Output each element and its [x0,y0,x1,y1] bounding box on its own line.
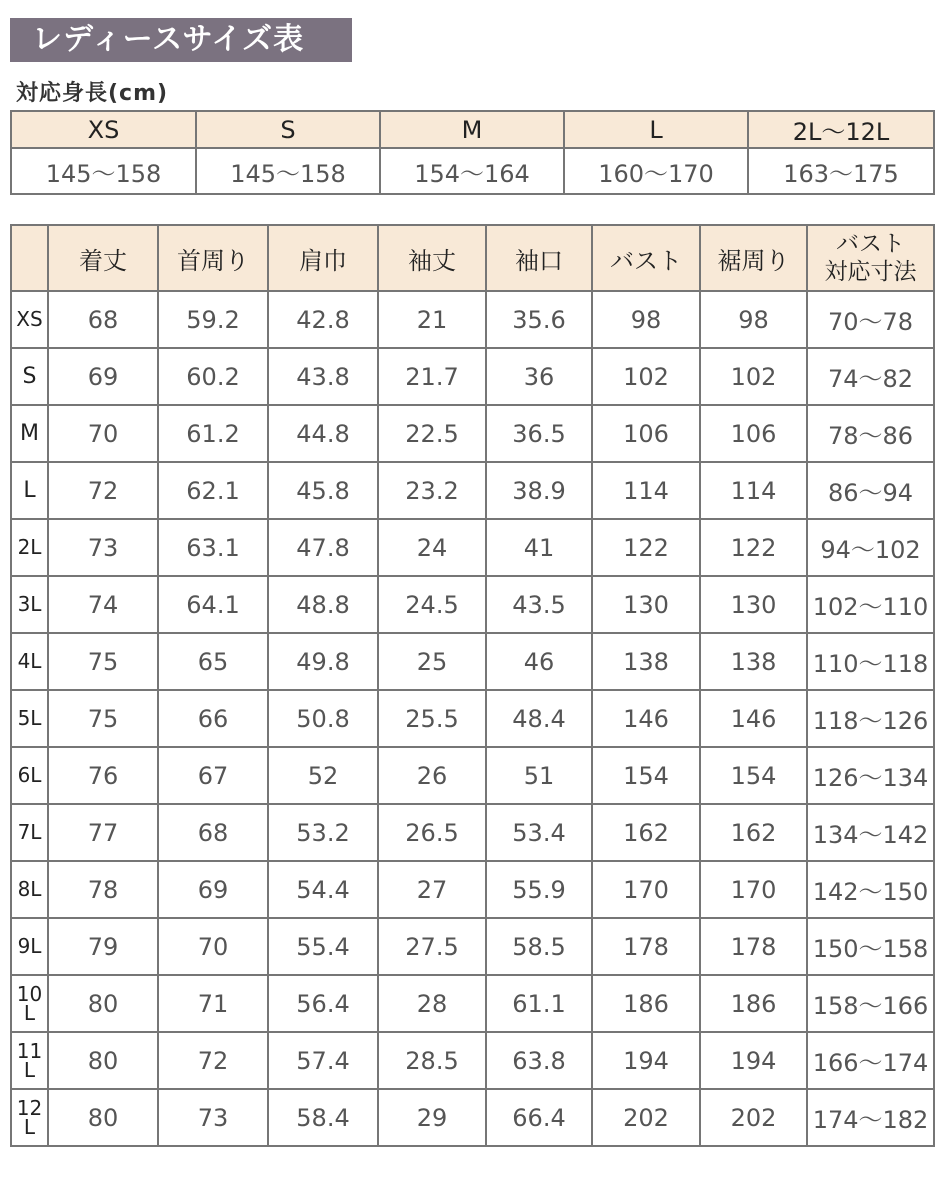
table-row [11,291,934,348]
measurement-cell: 138 [700,633,807,690]
header-cell: 袖口 [486,225,592,291]
measurement-cell: 29 [378,1089,486,1146]
height-value-cell: 160〜170 [564,148,748,194]
measurement-cell: 71 [158,975,268,1032]
measurement-cell: 74 [48,576,158,633]
table-row [11,747,934,804]
measurement-cell: 28 [378,975,486,1032]
measurement-cell: 126〜134 [807,747,934,804]
measurement-cell: 102 [592,348,700,405]
measurement-cell: 49.8 [268,633,378,690]
measurement-cell: 25.5 [378,690,486,747]
measurement-cell: 28.5 [378,1032,486,1089]
measurement-cell: 21 [378,291,486,348]
measurement-cell: 75 [48,690,158,747]
measurement-cell: 58.4 [268,1089,378,1146]
table-row [11,804,934,861]
measurement-cell: 130 [700,576,807,633]
height-header-row [11,111,934,148]
measurement-cell: 162 [700,804,807,861]
measurement-cell: 174〜182 [807,1089,934,1146]
measurement-cell: 21.7 [378,348,486,405]
size-label-cell: 2L [11,519,48,576]
height-value-cell: 163〜175 [748,148,934,194]
measurement-cell: 70 [48,405,158,462]
measurement-cell: 67 [158,747,268,804]
size-label-cell: 5L [11,690,48,747]
measurement-cell: 130 [592,576,700,633]
measurement-cell: 42.8 [268,291,378,348]
size-label-cell: 3L [11,576,48,633]
measurement-cell: 53.2 [268,804,378,861]
table-row [11,1089,934,1146]
size-label-cell: L [11,462,48,519]
measurement-cell: 194 [592,1032,700,1089]
table-row [11,576,934,633]
measurement-cell: 26.5 [378,804,486,861]
header-cell: 首周り [158,225,268,291]
measurement-cell: 25 [378,633,486,690]
measurement-cell: 134〜142 [807,804,934,861]
measurement-cell: 23.2 [378,462,486,519]
size-label-cell: S [11,348,48,405]
table-row [11,918,934,975]
size-table-body [11,291,934,1146]
measurement-cell: 77 [48,804,158,861]
size-label-cell: 4L [11,633,48,690]
size-table [10,224,935,1147]
measurement-cell: 50.8 [268,690,378,747]
measurement-cell: 52 [268,747,378,804]
height-header-cell: L [564,111,748,148]
measurement-cell: 80 [48,975,158,1032]
measurement-cell: 47.8 [268,519,378,576]
measurement-cell: 56.4 [268,975,378,1032]
measurement-cell: 102 [700,348,807,405]
measurement-cell: 26 [378,747,486,804]
height-header-cell: M [380,111,564,148]
measurement-cell: 106 [700,405,807,462]
size-label-cell: 10L [11,975,48,1032]
measurement-cell: 118〜126 [807,690,934,747]
size-label-cell: 9L [11,918,48,975]
size-table-header-row [11,225,934,291]
height-value-cell: 145〜158 [11,148,196,194]
measurement-cell: 150〜158 [807,918,934,975]
header-cell: 裾周り [700,225,807,291]
measurement-cell: 43.8 [268,348,378,405]
measurement-cell: 70 [158,918,268,975]
measurement-cell: 63.1 [158,519,268,576]
height-value-cell: 145〜158 [196,148,380,194]
measurement-cell: 60.2 [158,348,268,405]
measurement-cell: 44.8 [268,405,378,462]
size-label-cell: 11L [11,1032,48,1089]
measurement-cell: 66.4 [486,1089,592,1146]
measurement-cell: 78 [48,861,158,918]
measurement-cell: 59.2 [158,291,268,348]
measurement-cell: 178 [700,918,807,975]
measurement-cell: 78〜86 [807,405,934,462]
table-row [11,633,934,690]
measurement-cell: 38.9 [486,462,592,519]
measurement-cell: 72 [158,1032,268,1089]
table-row [11,519,934,576]
measurement-cell: 53.4 [486,804,592,861]
measurement-cell: 122 [592,519,700,576]
measurement-cell: 69 [48,348,158,405]
size-label-cell: M [11,405,48,462]
header-cell: 着丈 [48,225,158,291]
table-row [11,348,934,405]
measurement-cell: 202 [592,1089,700,1146]
size-label-cell: 12L [11,1089,48,1146]
height-table [10,110,935,195]
measurement-cell: 94〜102 [807,519,934,576]
measurement-cell: 186 [700,975,807,1032]
measurement-cell: 170 [700,861,807,918]
measurement-cell: 70〜78 [807,291,934,348]
measurement-cell: 166〜174 [807,1032,934,1089]
measurement-cell: 41 [486,519,592,576]
measurement-cell: 22.5 [378,405,486,462]
measurement-cell: 63.8 [486,1032,592,1089]
measurement-cell: 80 [48,1089,158,1146]
measurement-cell: 170 [592,861,700,918]
height-value-cell: 154〜164 [380,148,564,194]
size-label-cell: 8L [11,861,48,918]
measurement-cell: 74〜82 [807,348,934,405]
measurement-cell: 64.1 [158,576,268,633]
measurement-cell: 154 [592,747,700,804]
measurement-cell: 122 [700,519,807,576]
measurement-cell: 66 [158,690,268,747]
header-cell: 袖丈 [378,225,486,291]
measurement-cell: 186 [592,975,700,1032]
measurement-cell: 68 [158,804,268,861]
measurement-cell: 98 [592,291,700,348]
measurement-cell: 79 [48,918,158,975]
measurement-cell: 73 [158,1089,268,1146]
measurement-cell: 142〜150 [807,861,934,918]
measurement-cell: 43.5 [486,576,592,633]
measurement-cell: 46 [486,633,592,690]
measurement-cell: 86〜94 [807,462,934,519]
measurement-cell: 102〜110 [807,576,934,633]
measurement-cell: 106 [592,405,700,462]
measurement-cell: 80 [48,1032,158,1089]
measurement-cell: 45.8 [268,462,378,519]
measurement-cell: 110〜118 [807,633,934,690]
height-header-cell: S [196,111,380,148]
measurement-cell: 178 [592,918,700,975]
measurement-cell: 35.6 [486,291,592,348]
header-cell-bust-range: バスト 対応寸法 [807,225,934,291]
measurement-cell: 48.8 [268,576,378,633]
size-label-cell: 7L [11,804,48,861]
table-row [11,462,934,519]
height-header-cell: XS [11,111,196,148]
header-corner-cell [11,225,48,291]
measurement-cell: 194 [700,1032,807,1089]
measurement-cell: 146 [700,690,807,747]
measurement-cell: 36 [486,348,592,405]
measurement-cell: 61.1 [486,975,592,1032]
measurement-cell: 202 [700,1089,807,1146]
measurement-cell: 158〜166 [807,975,934,1032]
measurement-cell: 75 [48,633,158,690]
table-row [11,1032,934,1089]
measurement-cell: 51 [486,747,592,804]
measurement-cell: 72 [48,462,158,519]
table-row [11,690,934,747]
measurement-cell: 73 [48,519,158,576]
measurement-cell: 162 [592,804,700,861]
measurement-cell: 65 [158,633,268,690]
size-label-cell: 6L [11,747,48,804]
height-value-row [11,148,934,194]
table-row [11,975,934,1032]
measurement-cell: 138 [592,633,700,690]
measurement-cell: 24.5 [378,576,486,633]
measurement-cell: 114 [700,462,807,519]
measurement-cell: 55.9 [486,861,592,918]
measurement-cell: 27 [378,861,486,918]
measurement-cell: 62.1 [158,462,268,519]
measurement-cell: 146 [592,690,700,747]
measurement-cell: 54.4 [268,861,378,918]
measurement-cell: 55.4 [268,918,378,975]
measurement-cell: 154 [700,747,807,804]
table-row [11,405,934,462]
page-title: レディースサイズ表 [10,18,352,62]
measurement-cell: 98 [700,291,807,348]
measurement-cell: 58.5 [486,918,592,975]
table-row [11,861,934,918]
measurement-cell: 76 [48,747,158,804]
size-label-cell: XS [11,291,48,348]
measurement-cell: 48.4 [486,690,592,747]
height-header-cell: 2L〜12L [748,111,934,148]
header-cell: バスト [592,225,700,291]
measurement-cell: 61.2 [158,405,268,462]
measurement-cell: 36.5 [486,405,592,462]
measurement-cell: 68 [48,291,158,348]
measurement-cell: 69 [158,861,268,918]
measurement-cell: 57.4 [268,1032,378,1089]
measurement-cell: 114 [592,462,700,519]
height-section-label: 対応身長(cm) [16,81,169,106]
measurement-cell: 27.5 [378,918,486,975]
header-cell: 肩巾 [268,225,378,291]
measurement-cell: 24 [378,519,486,576]
